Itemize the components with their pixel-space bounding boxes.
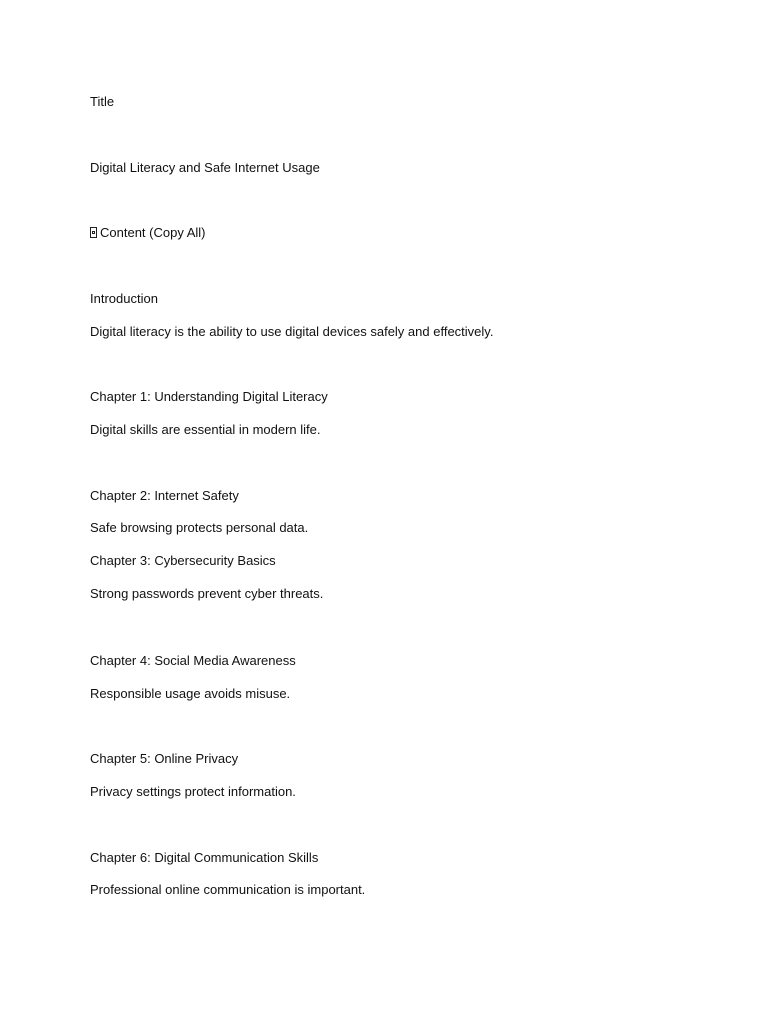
chapter-2-heading: Chapter 2: Internet Safety	[90, 488, 239, 503]
content-label: Content (Copy All)	[100, 225, 206, 240]
chapter-2-text: Safe browsing protects personal data.	[90, 520, 309, 535]
chapter-3-text: Strong passwords prevent cyber threats.	[90, 586, 324, 601]
document-title: Digital Literacy and Safe Internet Usage	[90, 160, 320, 175]
chapter-4-heading: Chapter 4: Social Media Awareness	[90, 653, 296, 668]
chapter-1-text: Digital skills are essential in modern life.	[90, 422, 321, 437]
introduction-text: Digital literacy is the ability to use digital devices safely and effectively.	[90, 324, 494, 339]
missing-glyph-icon	[90, 227, 97, 238]
chapter-5-heading: Chapter 5: Online Privacy	[90, 751, 239, 766]
chapter-3-heading: Chapter 3: Cybersecurity Basics	[90, 553, 276, 568]
chapter-5-text: Privacy settings protect information.	[90, 784, 296, 799]
chapter-6-heading: Chapter 6: Digital Communication Skills	[90, 850, 319, 865]
content-label-line	[90, 225, 206, 241]
chapter-4-text: Responsible usage avoids misuse.	[90, 686, 291, 701]
chapter-6-text: Professional online communication is important.	[90, 882, 366, 897]
chapter-1-heading: Chapter 1: Understanding Digital Literacy	[90, 389, 328, 404]
introduction-heading: Introduction	[90, 291, 158, 306]
title-label: Title	[90, 94, 115, 109]
